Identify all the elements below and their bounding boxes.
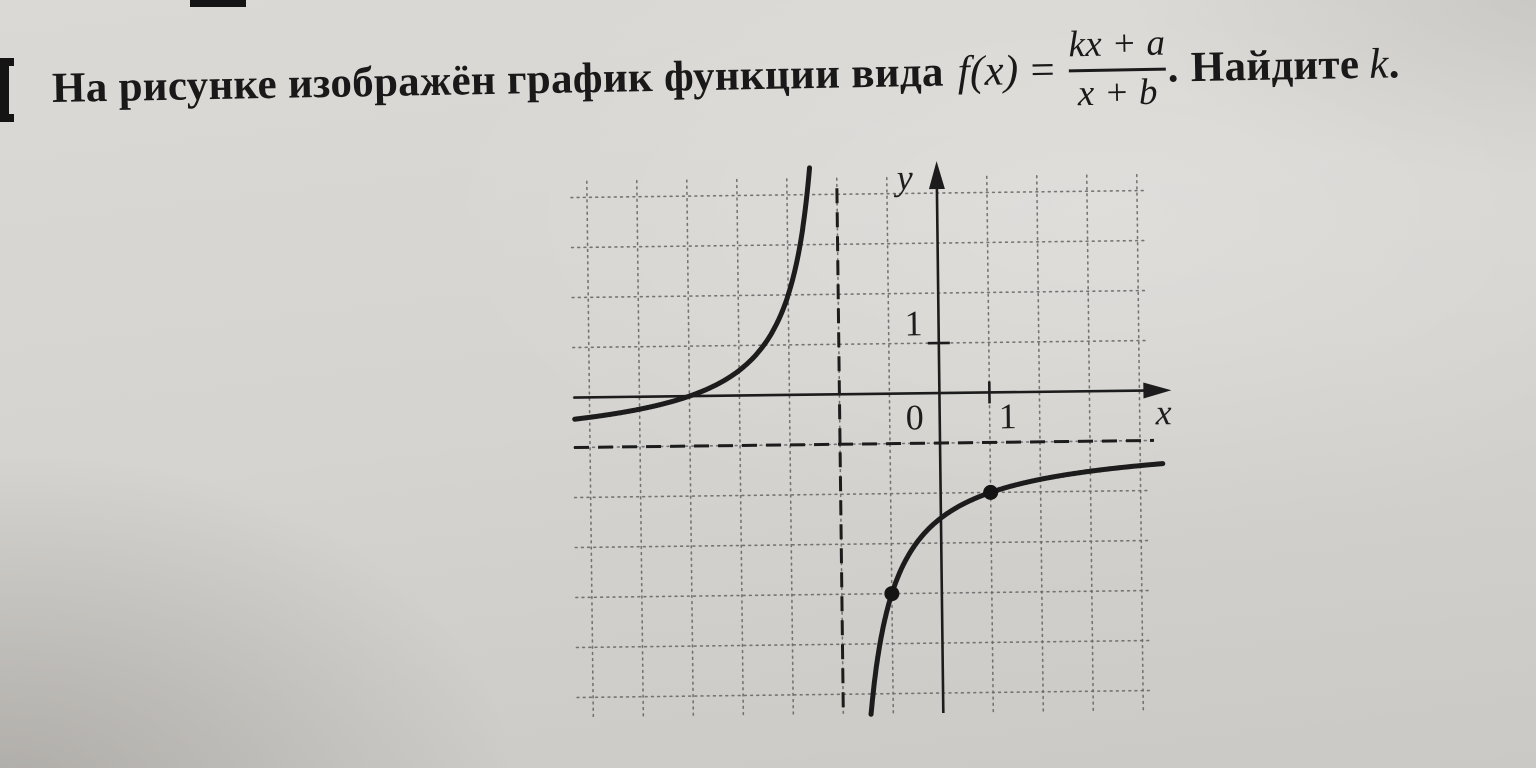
grid-hline — [571, 191, 1145, 198]
grid-hline — [576, 590, 1150, 597]
y-axis-label: y — [896, 157, 914, 198]
grid-vline — [1137, 175, 1144, 711]
y-axis-arrow — [929, 161, 945, 189]
x-axis-label: x — [1155, 392, 1172, 433]
grid-vline — [987, 176, 994, 712]
curve-branch — [868, 464, 1166, 715]
scan-artifact-top-bar — [190, 0, 246, 7]
grid-hline — [577, 690, 1151, 697]
formula-lhs: f(x) — [957, 47, 1019, 96]
grid-hline — [573, 341, 1147, 348]
y-unit-label: 1 — [904, 303, 923, 344]
formula-fraction — [1068, 24, 1166, 115]
grid-hline — [572, 291, 1146, 298]
grid-vline — [587, 181, 594, 717]
problem-instruction: Найдите — [1190, 41, 1360, 92]
x-axis — [573, 390, 1149, 397]
problem-period: . — [1388, 40, 1401, 88]
figure-container — [524, 142, 1199, 742]
fraction-denominator: x + b — [1077, 71, 1159, 114]
grid-vline — [637, 181, 644, 717]
x-unit-label: 1 — [998, 396, 1017, 437]
y-axis — [937, 181, 943, 713]
grid-vline — [787, 179, 794, 715]
grid-hline — [576, 640, 1150, 647]
formula-equals: = — [1030, 46, 1056, 95]
curve-branch — [572, 168, 813, 419]
grid-vline — [887, 178, 894, 714]
grid-vline — [1087, 175, 1094, 711]
grid-hline — [575, 540, 1149, 547]
grid-hline — [572, 241, 1146, 248]
grid-vline — [1037, 176, 1044, 712]
function-graph — [524, 142, 1199, 742]
problem-number-box-edge — [0, 58, 9, 122]
problem-statement — [51, 17, 1512, 133]
problem-text-lead: На рисунке изображён график функции вида — [51, 48, 945, 113]
grid-vline — [737, 180, 744, 716]
find-variable: k — [1368, 40, 1390, 89]
origin-label: 0 — [905, 397, 924, 438]
problem-text-after-formula: . — [1167, 44, 1180, 92]
marked-point — [884, 586, 899, 601]
grid-vline — [687, 180, 694, 716]
fraction-numerator: kx + a — [1068, 22, 1166, 66]
marked-point — [983, 485, 998, 500]
grid-hline — [575, 491, 1149, 498]
horizontal-asymptote — [574, 440, 1154, 447]
